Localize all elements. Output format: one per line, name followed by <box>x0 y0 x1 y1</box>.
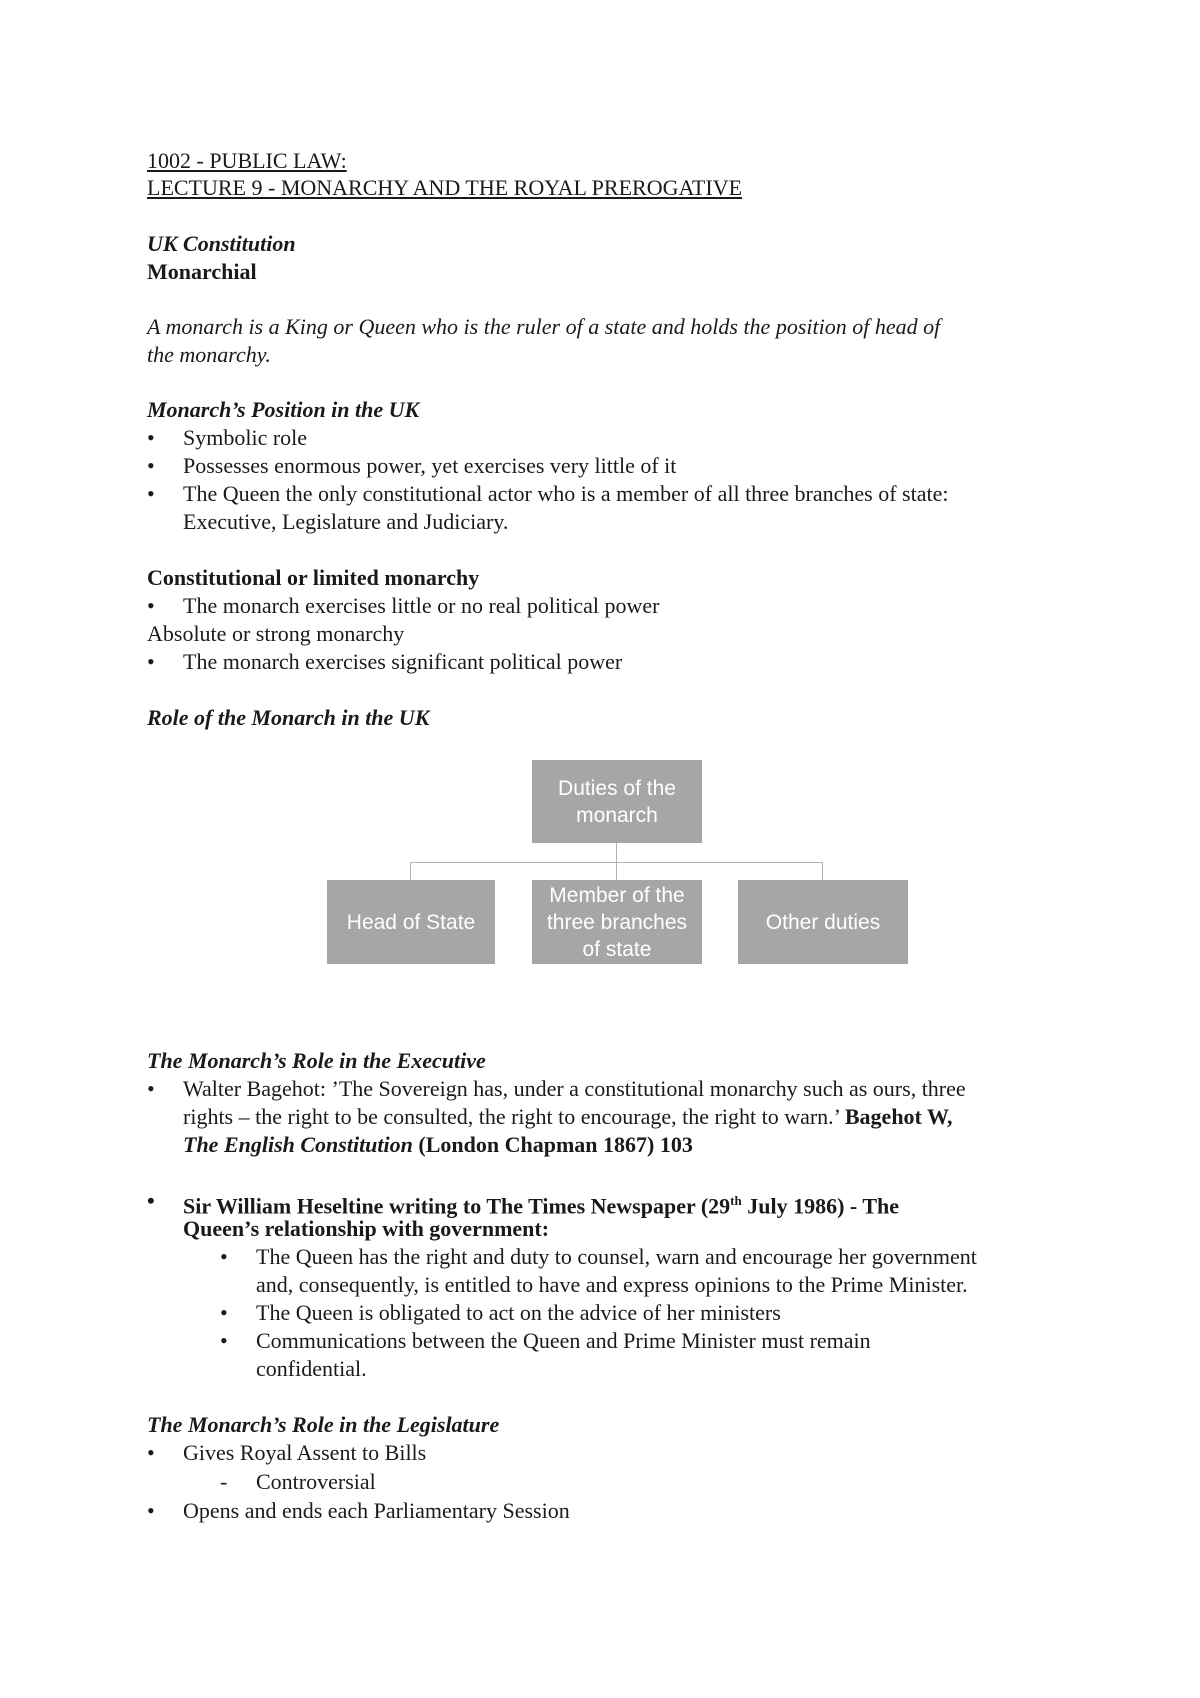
diagram-connector <box>822 862 823 880</box>
bullet-icon: • <box>147 425 155 450</box>
dash-icon: - <box>220 1469 228 1494</box>
bullet-icon: • <box>220 1244 228 1269</box>
diagram-box-head-of-state: Head of State <box>327 880 495 964</box>
absolute-monarchy-heading: Absolute or strong monarchy <box>147 621 405 646</box>
bullet-icon: • <box>147 481 155 506</box>
bullet-icon: • <box>220 1300 228 1325</box>
executive-heading: The Monarch’s Role in the Executive <box>147 1048 486 1073</box>
uk-constitution-heading: UK Constitution <box>147 231 296 256</box>
diagram-connector <box>616 862 617 880</box>
bullet-icon: • <box>147 1188 155 1213</box>
bullet-icon: • <box>147 1076 155 1101</box>
definition-line-1: A monarch is a King or Queen who is the ruler of a state and holds the position of head of <box>147 314 941 339</box>
monarchial-heading: Monarchial <box>147 259 257 284</box>
definition-line-2: the monarchy. <box>147 342 271 367</box>
bullet-icon: • <box>147 1440 155 1465</box>
book-title: The English Constitution <box>183 1132 413 1157</box>
position-heading: Monarch’s Position in the UK <box>147 397 420 422</box>
bullet-icon: • <box>147 1498 155 1523</box>
bullet-icon: • <box>147 593 155 618</box>
bullet-icon: • <box>147 649 155 674</box>
diagram-box-duties: Duties of the monarch <box>532 760 702 843</box>
diagram-connector <box>616 843 617 863</box>
diagram-box-member-branches: Member of the three branches of state <box>532 880 702 964</box>
document-page: 1002 - PUBLIC LAW: LECTURE 9 - MONARCHY AND THE ROYAL PREROGATIVE UK Constitution Monarchial A monarch is a King or Queen who is the ruler of a state and holds the position of head of the monarchy. Monarch’s Position in the UK • Symbolic role • Possesses enormous power, yet exercises very little of it • The Queen the only constitutional actor who is a member of all three branches of state: Executive, Legislature and Judiciary. Constitutional or limited monarchy • The monarch exercises little or no real political power Absolute or strong monarchy • The monarch exercises significant political power Role of the Monarch in the UK Duties of the monarch Head of State Member of the three branches of state Other duties The Monarch’s Role in the Executive • Walter Bagehot: ’The Sovereign has, under a constitutional monarchy such as ours, three rights – the right to be consulted, the right to encourage, the right to warn.’ Bagehot W, The English Constitution (London Chapman 1867) 103 • Sir William Heseltine writing to The Times Newspaper (29th July 1986) - The Queen’s relationship with government: • The Queen has the right and duty to counsel, warn and encourage her government and, consequently, is entitled to have and express opinions to the Prime Minister. • The Queen is obligated to act on the advice of her ministers • Communications between the Queen and Prime Minister must remain confidential. The Monarch’s Role in the Legislature • Gives Royal Assent to Bills - Controversial • Opens and ends each Parliamentary Session <box>147 148 977 1523</box>
legislature-heading: The Monarch’s Role in the Legislature <box>147 1412 500 1437</box>
bullet-icon: • <box>220 1328 228 1353</box>
lecture-title: LECTURE 9 - MONARCHY AND THE ROYAL PREROGATIVE <box>147 175 743 200</box>
course-title: 1002 - PUBLIC LAW: <box>147 148 347 173</box>
role-heading: Role of the Monarch in the UK <box>147 705 430 730</box>
bullet-icon: • <box>147 453 155 478</box>
diagram-connector <box>410 862 411 880</box>
diagram-box-other-duties: Other duties <box>738 880 908 964</box>
constitutional-monarchy-heading: Constitutional or limited monarchy <box>147 565 480 590</box>
